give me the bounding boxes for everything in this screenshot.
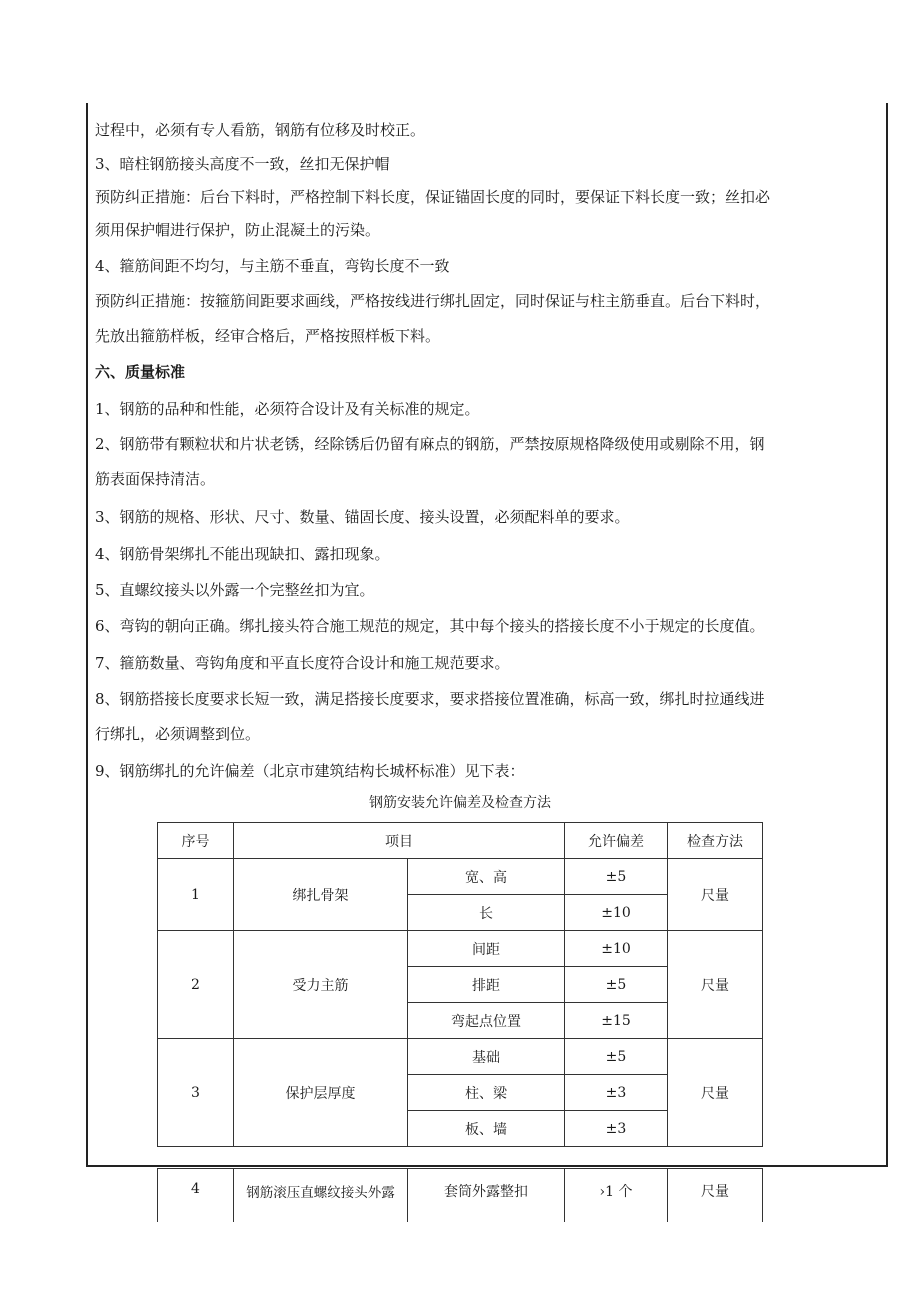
text-line: 行绑扎，必须调整到位。 <box>95 725 261 743</box>
cell-item: 钢筋滚压直螺纹接头外露 <box>234 1169 408 1223</box>
text-line: 过程中，必须有专人看筋，钢筋有位移及时校正。 <box>95 121 426 139</box>
cell-tolerance: ±5 <box>565 1039 668 1075</box>
text-line: 6、弯钩的朝向正确。绑扎接头符合施工规范的规定，其中每个接头的搭接长度不小于规定的长度值。 <box>95 617 765 635</box>
cell-tolerance: ±5 <box>565 859 668 895</box>
cell-method: 尺量 <box>668 1039 763 1147</box>
text-line: 2、钢筋带有颗粒状和片状老锈，经除锈后仍留有麻点的钢筋，严禁按原规格降级使用或剔除不用，钢 <box>95 435 765 453</box>
table-row <box>158 1169 763 1223</box>
cell-no: 4 <box>158 1169 234 1223</box>
cell-no: 2 <box>158 931 234 1039</box>
cell-method: 尺量 <box>668 859 763 931</box>
cell-subitem: 柱、梁 <box>408 1075 565 1111</box>
table-row <box>158 1039 763 1075</box>
cell-tolerance: ›1 个 <box>565 1169 668 1223</box>
cell-subitem: 排距 <box>408 967 565 1003</box>
header-item: 项目 <box>234 823 565 859</box>
text-line: 9、钢筋绑扎的允许偏差（北京市建筑结构长城杯标准）见下表： <box>95 762 525 780</box>
text-line: 8、钢筋搭接长度要求长短一致，满足搭接长度要求，要求搭接位置准确，标高一致，绑扎时拉通线进 <box>95 690 765 708</box>
cell-subitem: 弯起点位置 <box>408 1003 565 1039</box>
text-line: 须用保护帽进行保护，防止混凝土的污染。 <box>95 221 381 239</box>
cell-tolerance: ±3 <box>565 1111 668 1147</box>
text-line: 4、箍筋间距不均匀，与主筋不垂直，弯钩长度不一致 <box>95 257 450 275</box>
cell-no: 3 <box>158 1039 234 1147</box>
tolerance-table <box>157 822 763 1147</box>
cell-no: 1 <box>158 859 234 931</box>
text-line: 5、直螺纹接头以外露一个完整丝扣为宜。 <box>95 581 375 599</box>
text-line: 3、钢筋的规格、形状、尺寸、数量、锚固长度、接头设置，必须配料单的要求。 <box>95 508 630 526</box>
table-title: 钢筋安装允许偏差及检查方法 <box>369 795 551 811</box>
cell-tolerance: ±10 <box>565 895 668 931</box>
text-line: 1、钢筋的品种和性能，必须符合设计及有关标准的规定。 <box>95 400 480 418</box>
cell-subitem: 基础 <box>408 1039 565 1075</box>
cell-item: 绑扎骨架 <box>234 859 408 931</box>
cell-item: 保护层厚度 <box>234 1039 408 1147</box>
table-row <box>158 931 763 967</box>
text-line: 4、钢筋骨架绑扎不能出现缺扣、露扣现象。 <box>95 545 390 563</box>
cell-subitem: 套筒外露整扣 <box>408 1169 565 1223</box>
cell-method: 尺量 <box>668 931 763 1039</box>
table-row <box>158 859 763 895</box>
cell-method: 尺量 <box>668 1169 763 1223</box>
tolerance-table-continued <box>157 1168 763 1222</box>
cell-tolerance: ±5 <box>565 967 668 1003</box>
cell-tolerance: ±3 <box>565 1075 668 1111</box>
cell-subitem: 长 <box>408 895 565 931</box>
header-method: 检查方法 <box>668 823 763 859</box>
cell-tolerance: ±10 <box>565 931 668 967</box>
text-line: 预防纠正措施：后台下料时，严格控制下料长度，保证锚固长度的同时，要保证下料长度一致；丝扣必 <box>95 188 771 206</box>
cell-tolerance: ±15 <box>565 1003 668 1039</box>
section-heading: 六、质量标准 <box>95 363 186 381</box>
text-line: 3、暗柱钢筋接头高度不一致，丝扣无保护帽 <box>95 155 390 173</box>
text-line: 预防纠正措施：按箍筋间距要求画线，严格按线进行绑扎固定，同时保证与柱主筋垂直。后台下料时， <box>95 292 771 310</box>
cell-item: 受力主筋 <box>234 931 408 1039</box>
text-line: 7、箍筋数量、弯钩角度和平直长度符合设计和施工规范要求。 <box>95 654 510 672</box>
text-line: 筋表面保持清洁。 <box>95 470 216 488</box>
header-no: 序号 <box>158 823 234 859</box>
cell-subitem: 宽、高 <box>408 859 565 895</box>
table-header-row <box>158 823 763 859</box>
cell-subitem: 间距 <box>408 931 565 967</box>
header-tolerance: 允许偏差 <box>565 823 668 859</box>
text-line: 先放出箍筋样板，经审合格后，严格按照样板下料。 <box>95 327 441 345</box>
cell-subitem: 板、墙 <box>408 1111 565 1147</box>
